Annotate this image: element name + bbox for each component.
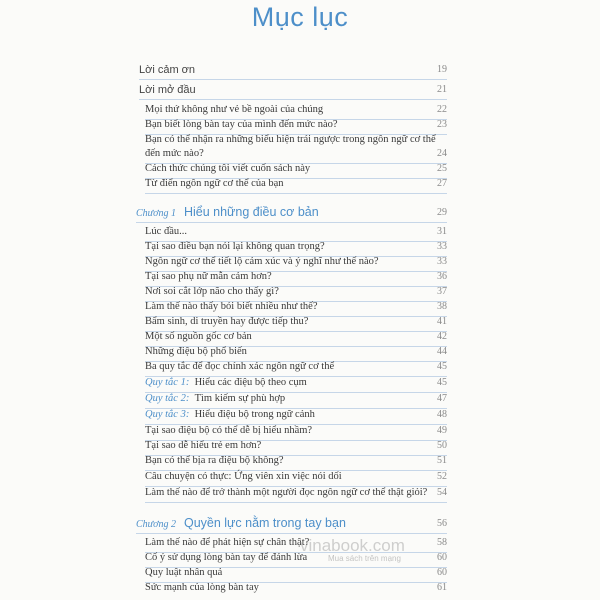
toc-entry-page: 19 xyxy=(437,64,447,75)
toc-entry xyxy=(145,393,447,409)
toc-entry-text: Bạn biết lòng bàn tay của mình đến mức nào? xyxy=(145,119,338,130)
toc-entry xyxy=(145,178,447,194)
rule-label: Quy tắc 3: xyxy=(145,409,190,420)
toc-entry-text: Tại sao phụ nữ mẫn cảm hơn? xyxy=(145,271,272,282)
chapter-title: Quyền lực nằm trong tay bạn xyxy=(183,516,346,530)
toc-entry xyxy=(145,471,447,487)
toc-entry-page: 61 xyxy=(437,582,447,593)
toc-entry-page: 45 xyxy=(437,377,447,388)
toc-entry-page: 47 xyxy=(437,393,447,404)
toc-entry-text: Một số nguồn gốc cơ bản xyxy=(145,331,252,342)
toc-entry-page: 44 xyxy=(437,346,447,357)
toc-entry-page: 33 xyxy=(437,241,447,252)
toc-entry xyxy=(145,487,447,503)
toc-entry-page: 24 xyxy=(437,148,447,159)
toc-entry-text: Làm thế nào thấy bói biết nhiều như thế? xyxy=(145,301,318,312)
toc-entry xyxy=(145,331,447,347)
toc-entry-page: 23 xyxy=(437,119,447,130)
toc-entry xyxy=(145,119,447,135)
toc-entry xyxy=(145,440,447,456)
toc-entry xyxy=(145,148,447,164)
toc-entry-text: Tại sao dễ hiểu trẻ em hơn? xyxy=(145,440,262,451)
toc-entry xyxy=(145,567,447,583)
toc-entry-text: Câu chuyện có thực: Ứng viên xin việc nói dối xyxy=(145,471,342,482)
toc-entry-page: 54 xyxy=(437,487,447,498)
toc-entry xyxy=(145,301,447,317)
toc-entry-page: 22 xyxy=(437,104,447,115)
toc-entry-page: 42 xyxy=(437,331,447,342)
toc-entry-page: 31 xyxy=(437,226,447,237)
divider xyxy=(139,79,447,80)
toc-entry-page: 21 xyxy=(437,84,447,95)
toc-entry-page: 49 xyxy=(437,425,447,436)
toc-entry-page: 41 xyxy=(437,316,447,327)
toc-entry-text: Cố ý sử dụng lòng bàn tay để đánh lừa xyxy=(145,552,308,563)
toc-entry-page: 60 xyxy=(437,567,447,578)
divider xyxy=(136,533,447,534)
toc-entry-text: Quy luật nhân quả xyxy=(145,567,223,578)
toc-entry xyxy=(145,256,447,272)
toc-entry-text: Lúc đầu... xyxy=(145,226,187,237)
toc-entry xyxy=(139,84,447,100)
toc-entry xyxy=(145,271,447,287)
toc-entry xyxy=(145,286,447,302)
toc-entry-text: Làm thế nào để phát hiện sự chân thật? xyxy=(145,537,310,548)
toc-entry-page: 48 xyxy=(437,409,447,420)
divider xyxy=(136,222,447,223)
toc-entry-text: Ba quy tắc để đọc chính xác ngôn ngữ cơ thể xyxy=(145,361,335,372)
toc-entry xyxy=(145,104,447,120)
toc-entry xyxy=(139,64,447,80)
toc-entry xyxy=(145,346,447,362)
rule-label: Quy tắc 2: xyxy=(145,393,190,404)
toc-entry-text: Mọi thứ không như vẻ bề ngoài của chúng xyxy=(145,104,324,115)
toc-entry-page: 38 xyxy=(437,301,447,312)
toc-entry-text: Bạn có thể nhận ra những biểu hiện trái ngược trong ngôn ngữ cơ thể xyxy=(145,134,436,145)
toc-entry-text: đến mức nào? xyxy=(145,148,204,159)
chapter-heading xyxy=(136,207,447,223)
divider xyxy=(139,99,447,100)
toc-entry xyxy=(145,582,447,598)
toc-entry-page: 33 xyxy=(437,256,447,267)
toc-entry-text: Bạn có thể bịa ra điệu bộ không? xyxy=(145,455,284,466)
watermark: vinabook.com xyxy=(300,536,405,555)
toc-entry-text: Tìm kiếm sự phù hợp xyxy=(194,393,286,404)
toc-entry-page: 25 xyxy=(437,163,447,174)
toc-entry xyxy=(145,361,447,377)
toc-entry-page: 37 xyxy=(437,286,447,297)
toc-entry-text: Làm thế nào để trở thành một người đọc ngôn ngữ cơ thể thật giỏi? xyxy=(145,487,428,498)
toc-entry xyxy=(145,455,447,471)
toc-entry-page: 51 xyxy=(437,455,447,466)
toc-entry-text: Lời cảm ơn xyxy=(139,64,195,76)
toc-entry-text: Từ điển ngôn ngữ cơ thể của bạn xyxy=(145,178,284,189)
toc-entry-text: Sức mạnh của lòng bàn tay xyxy=(145,582,259,593)
toc-entry-text: Hiểu các điệu bộ theo cụm xyxy=(194,377,307,388)
toc-entry-text: Bẩm sinh, di truyền hay được tiếp thu? xyxy=(145,316,309,327)
rule-label: Quy tắc 1: xyxy=(145,377,190,388)
toc-entry-page: 27 xyxy=(437,178,447,189)
toc-entry-text: Hiểu điệu bộ trong ngữ cảnh xyxy=(194,409,315,420)
toc-entry-page: 50 xyxy=(437,440,447,451)
divider xyxy=(145,502,447,503)
chapter-page: 29 xyxy=(437,207,447,218)
toc-entry-text: Cách thức chúng tôi viết cuốn sách này xyxy=(145,163,311,174)
toc-entry xyxy=(145,377,447,393)
toc-entry-text: Nơi soi cắt lớp não cho thấy gì? xyxy=(145,286,279,297)
chapter-heading xyxy=(136,518,447,534)
toc-entry-text: Ngôn ngữ cơ thể tiết lộ cảm xúc và ý nghĩ như thế nào? xyxy=(145,256,379,267)
toc-entry xyxy=(145,409,447,425)
toc-entry-text: Lời mở đầu xyxy=(139,84,196,96)
toc-entry-page: 58 xyxy=(437,537,447,548)
chapter-label: Chương 1 xyxy=(136,208,176,219)
chapter-label: Chương 2 xyxy=(136,519,176,530)
toc-entry xyxy=(145,226,447,242)
chapter-title: Hiểu những điều cơ bản xyxy=(183,205,319,219)
toc-entry xyxy=(145,316,447,332)
toc-entry-page: 60 xyxy=(437,552,447,563)
toc-entry xyxy=(145,163,447,179)
watermark-subtitle: Mua sách trên mạng xyxy=(328,554,401,563)
toc-entry-text: Những điệu bộ phổ biến xyxy=(145,346,247,357)
divider xyxy=(145,193,447,194)
toc-entry xyxy=(145,425,447,441)
toc-entry-text: Tại sao điều bạn nói lại không quan trọng? xyxy=(145,241,325,252)
chapter-page: 56 xyxy=(437,518,447,529)
page-title: Mục lục xyxy=(251,2,349,32)
toc-entry-page: 52 xyxy=(437,471,447,482)
toc-entry-page: 45 xyxy=(437,361,447,372)
toc-entry xyxy=(145,241,447,257)
toc-entry-page: 36 xyxy=(437,271,447,282)
toc-entry-text: Tại sao điệu bộ có thể dễ bị hiểu nhầm? xyxy=(145,425,313,436)
